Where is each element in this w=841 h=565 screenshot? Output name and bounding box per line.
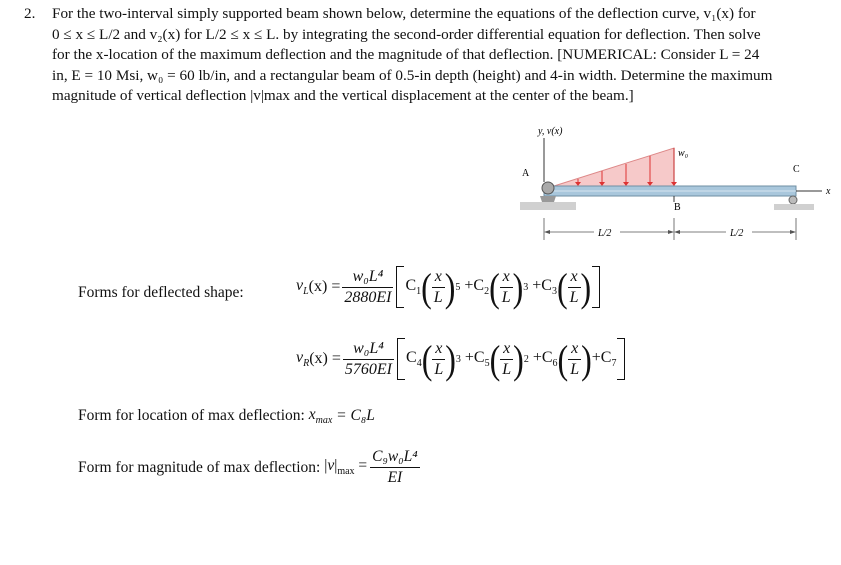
magnitude-form: Form for magnitude of max deflection: $|v|_{max}$ = $\frac{\text{C₉w₀L⁴}}{EI}$ (78, 448, 418, 486)
point-b-label: B (674, 202, 681, 213)
problem-statement (24, 4, 836, 107)
problem-number: 2. (24, 5, 36, 22)
axis-x-label: x (826, 186, 831, 197)
location-form: Form for location of max deflection: $x_{max}$ = C₈L (78, 406, 375, 427)
magnitude-label: Form for magnitude of max deflection: (78, 458, 321, 476)
beam-figure (510, 124, 840, 244)
deflected-shape-label: Forms for deflected shape: (78, 284, 244, 301)
equation-vL: $v_L$ (x) = $\frac{\text{w₀L⁴}}{2880EI}$ $C_1$ ( $\frac{x}{L}$ ) 5 $+C_2$ ( $\frac{x}{L}$ ) 3 $+C_3$ ( $\frac{x}{L}$ ) (296, 266, 601, 308)
problem-line-4: in, E = 10 Msi, w₀ = 60 lb/in, and a rectangular beam of 0.5-in depth (height) and 4-in width. Determine the maximum (52, 66, 773, 84)
location-label: Form for location of max deflection: (78, 407, 305, 425)
load-label: w₀ (678, 148, 689, 159)
problem-line-5: magnitude of vertical deflection |v|max and the vertical displacement at the center of the beam.] (52, 87, 634, 105)
point-a-label: A (522, 168, 530, 179)
problem-line-2: 0 ≤ x ≤ L/2 and v₂(x) for L/2 ≤ x ≤ L. by integrating the second-order differential equation for deflection. Then solve (52, 25, 761, 43)
dim-label-1: L/2 (598, 228, 612, 239)
dim-label-2: L/2 (730, 228, 744, 239)
problem-line-3: for the x-location of the maximum deflection and the magnitude of that deflection. [NUMERICAL: Consider L = 24 (52, 46, 760, 64)
axis-y-label: y, v(x) (538, 126, 563, 137)
equation-vR: $v_R$ (x) = $\frac{\text{w₀L⁴}}{5760EI}$ $C_4$ ( $\frac{x}{L}$ ) 3 $+C_5$ ( $\frac{x}{L}$ ) 2 $+C_6$ ( $\frac{x}{L}$ ) $+C_7$ (296, 338, 626, 380)
problem-line-1: For the two-interval simply supported beam shown below, determine the equations of the deflection curve, v₁(x) for (52, 5, 756, 22)
point-c-label: C (793, 164, 800, 175)
